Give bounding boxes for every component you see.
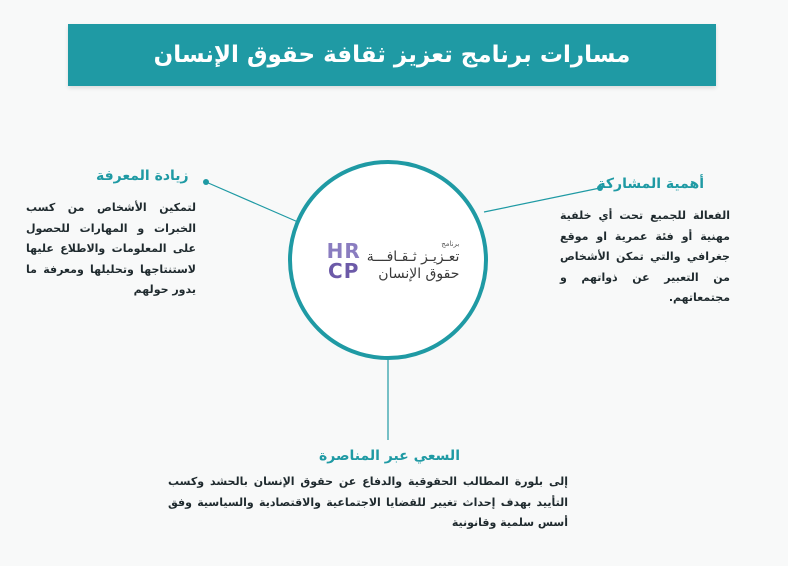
connector-knowledge: [206, 182, 298, 222]
text-knowledge: لتمكين الأشخاص من كسب الخبرات و المهارات للحصول على المعلومات والاطلاع عليها لاستنتاجها وتحليلها ومعرفة ما يدور حولهم: [26, 201, 196, 296]
text-advocacy: إلى بلورة المطالب الحقوقية والدفاع عن حقوق الإنسان بالحشد وكسب التأييد بهدف إحداث تغيير للقضايا الاجتماعية والاقتصادية والسياسية وفق أسس سلمية وقانونية: [168, 475, 568, 529]
logo-mark-row2: CP: [328, 259, 360, 283]
logo-name-line2: حقوق الإنسان: [378, 265, 460, 282]
logo-mark: [327, 241, 361, 281]
logo-name-line1: تعـزيـز ثـقـافـــة: [366, 248, 460, 265]
page-title: مسارات برنامج تعزيز ثقافة حقوق الإنسان: [153, 42, 631, 68]
logo-small-label: برنامج: [441, 239, 460, 248]
hrcp-logo: [318, 234, 468, 288]
heading-knowledge: زيادة المعرفة: [96, 168, 189, 184]
logo-text: [367, 240, 460, 283]
heading-advocacy: السعي عبر المناصرة: [318, 448, 460, 464]
logo-mark-row1: HR: [326, 239, 361, 263]
text-participation: الفعالة للجميع تحت أي خلفية مهنية أو فئة عمرية او موقع جغرافي والتي تمكن الأشخاص من التعبير عن ذواتهم و مجتمعاتهم.: [560, 209, 730, 304]
heading-participation: أهمية المشاركة: [597, 176, 704, 192]
